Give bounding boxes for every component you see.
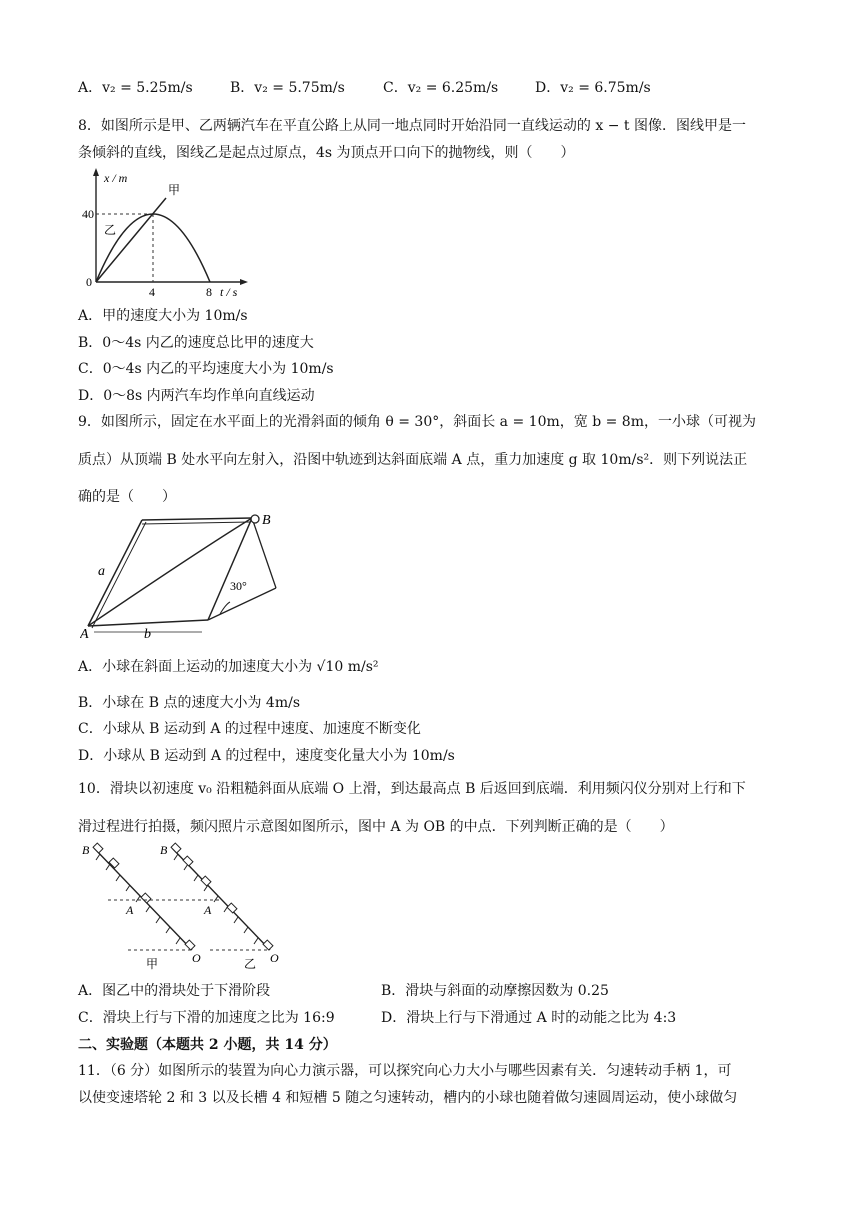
q9-incline-figure — [80, 510, 280, 642]
y-axis-label: x / m — [104, 171, 128, 185]
q9-stem-line2: 质点）从顶端 B 处水平向左射入，沿图中轨迹到达斜面底端 A 点，重力加速度 g 取 10m/s²．则下列说法正 — [78, 452, 748, 468]
q9-stem-line1: 9．如图所示，固定在水平面上的光滑斜面的倾角 θ = 30°，斜面长 a = 10m，宽 b = 8m，一小球（可视为 — [78, 414, 756, 430]
yi-label-A: A — [204, 903, 212, 917]
q9-option-b: B．小球在 B 点的速度大小为 4m/s — [78, 695, 301, 711]
x-axis-label: t / s — [220, 285, 238, 299]
y-axis-arrow — [93, 168, 99, 176]
label-angle: 30° — [230, 579, 247, 593]
x-tick-4: 4 — [149, 285, 155, 299]
q9-option-a: A．小球在斜面上运动的加速度大小为 √10 m/s² — [78, 659, 379, 675]
ball — [251, 515, 259, 523]
q8-xt-graph — [82, 166, 252, 300]
q7-option-b: B．v₂ = 5.75m/s — [230, 80, 345, 96]
q11-line2: 以使变速塔轮 2 和 3 以及长槽 4 和短槽 5 随之匀速转动，槽内的小球也随着做匀速圆周运动，使小球做匀 — [78, 1090, 738, 1106]
q10-stem-line1: 10．滑块以初速度 v₀ 沿粗糙斜面从底端 O 上滑，到达最高点 B 后返回到底端．利用频闪仪分别对上行和下 — [78, 781, 746, 797]
x-tick-8: 8 — [206, 285, 212, 299]
q10-option-c: C．滑块上行与下滑的加速度之比为 16:9 — [78, 1010, 335, 1026]
q10-stem-line2: 滑过程进行拍摄，频闪照片示意图如图所示，图中 A 为 OB 的中点．下列判断正确的是（ ） — [78, 819, 674, 835]
q10-strobe-figure — [80, 840, 300, 974]
q8-option-a: A．甲的速度大小为 10m/s — [78, 308, 248, 324]
label-A: A — [80, 627, 89, 642]
q8-option-d: D．0～8s 内两汽车均作单向直线运动 — [78, 388, 315, 404]
q9-stem-line3: 确的是（ ） — [78, 489, 176, 505]
q9-option-c: C．小球从 B 运动到 A 的过程中速度、加速度不断变化 — [78, 721, 421, 737]
q7-option-a: A．v₂ = 5.25m/s — [78, 80, 193, 96]
label-jia: 甲 — [168, 183, 181, 197]
jia-label-A: A — [126, 903, 134, 917]
origin-label: 0 — [86, 275, 92, 289]
section-heading: 二、实验题（本题共 2 小题，共 14 分） — [78, 1037, 337, 1053]
q9-option-d: D．小球从 B 运动到 A 的过程中，速度变化量大小为 10m/s — [78, 748, 455, 764]
q8-stem-line1: 8．如图所示是甲、乙两辆汽车在平直公路上从同一地点同时开始沿同一直线运动的 x − t 图像．图线甲是一 — [78, 118, 746, 134]
x-axis-arrow — [240, 279, 248, 285]
label-yi: 乙 — [104, 223, 117, 237]
q8-option-b: B．0～4s 内乙的速度总比甲的速度大 — [78, 335, 314, 351]
label-yi: 乙 — [244, 957, 257, 971]
q7-option-d: D．v₂ = 6.75m/s — [535, 80, 651, 96]
q11-line1: 11．（6 分）如图所示的装置为向心力演示器，可以探究向心力大小与哪些因素有关．匀速转动手柄 1，可 — [78, 1063, 732, 1079]
jia-label-O: O — [192, 951, 201, 965]
label-a: a — [98, 564, 105, 579]
q7-option-c: C．v₂ = 6.25m/s — [383, 80, 499, 96]
q10-option-d: D．滑块上行与下滑通过 A 时的动能之比为 4:3 — [381, 1010, 677, 1026]
label-b: b — [144, 627, 151, 642]
q8-stem-line2: 条倾斜的直线，图线乙是起点过原点，4s 为顶点开口向下的抛物线，则（ ） — [78, 145, 575, 161]
jia-label-B: B — [82, 843, 90, 857]
q10-option-b: B．滑块与斜面的动摩擦因数为 0.25 — [381, 983, 609, 999]
label-B: B — [262, 513, 271, 528]
yi-label-B: B — [160, 843, 168, 857]
yi-label-O: O — [270, 951, 279, 965]
q10-option-a: A．图乙中的滑块处于下滑阶段 — [78, 983, 271, 999]
y-tick-40: 40 — [82, 207, 94, 221]
line-jia — [96, 198, 166, 282]
label-jia: 甲 — [146, 957, 159, 971]
q8-option-c: C．0～4s 内乙的平均速度大小为 10m/s — [78, 361, 334, 377]
